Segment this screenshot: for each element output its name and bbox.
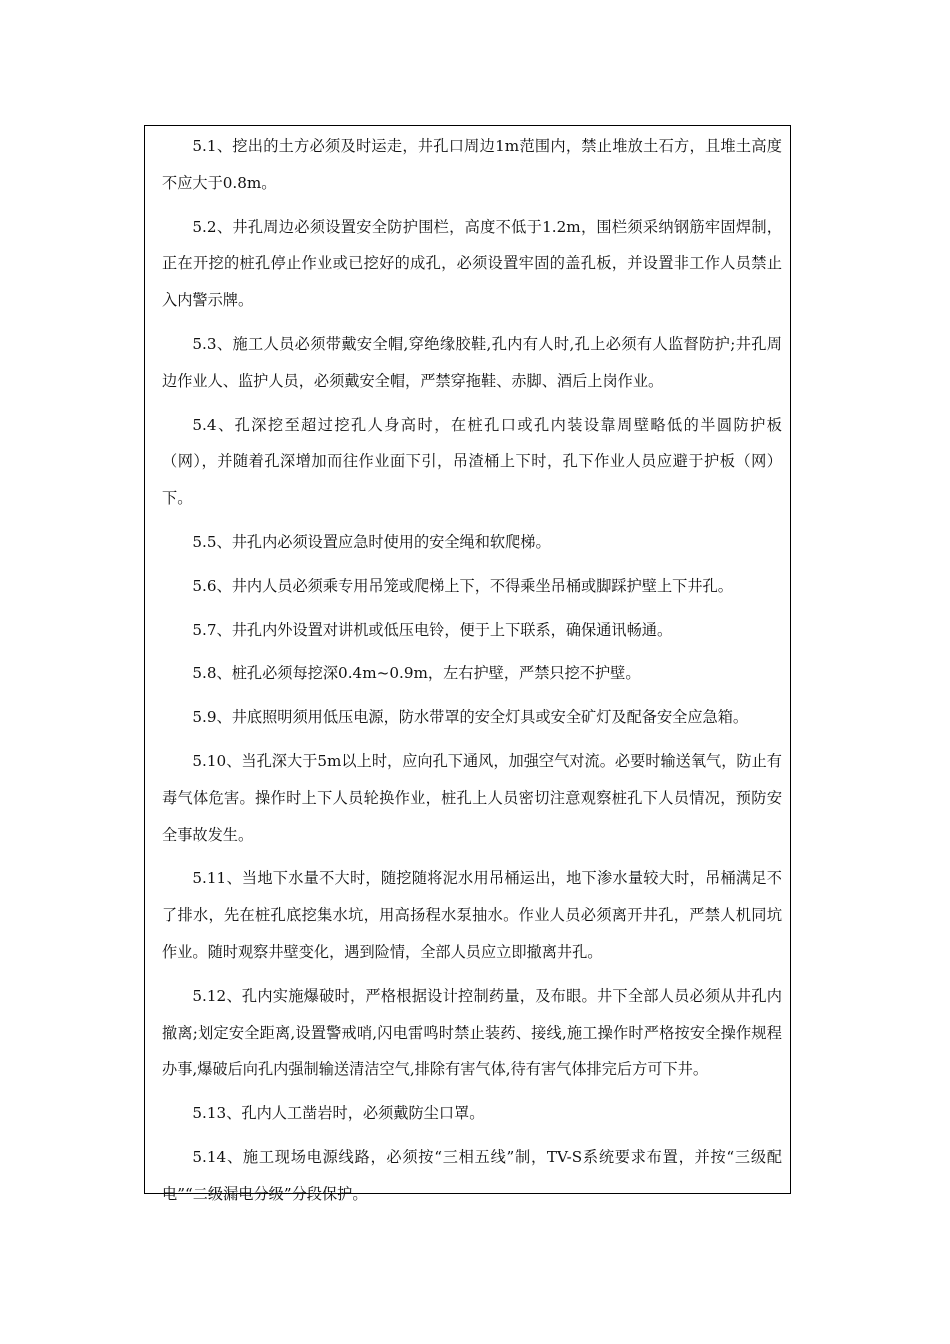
paragraph-5-11: 5.11、当地下水量不大时，随挖随将泥水用吊桶运出，地下渗水量较大时，吊桶满足不了排水，先在桩孔底挖集水坑，用高扬程水泵抽水。作业人员必须离开井孔，严禁人机同坑作业。随时观察井壁变化，遇到险情，全部人员应立即撤离井孔。	[162, 869, 782, 961]
paragraph-5-9: 5.9、井底照明须用低压电源，防水带罩的安全灯具或安全矿灯及配备安全应急箱。	[192, 708, 749, 727]
paragraph-5-6: 5.6、井内人员必须乘专用吊笼或爬梯上下，不得乘坐吊桶或脚踩护壁上下井孔。	[192, 576, 733, 595]
paragraph-5-4: 5.4、孔深挖至超过挖孔人身高时，在桩孔口或孔内装设靠周壁略低的半圆防护板（网），并随着孔深增加而往作业面下引，吊渣桶上下时，孔下作业人员应避于护板（网）下。	[162, 415, 782, 508]
paragraph-5-3: 5.3、施工人员必须带戴安全帽,穿绝缘胶鞋,孔内有人时,孔上必须有人监督防护;井孔周边作业人、监护人员，必须戴安全帽，严禁穿拖鞋、赤脚、酒后上岗作业。	[162, 334, 782, 390]
paragraph-5-1: 5.1、挖出的土方必须及时运走，井孔口周边1m范围内，禁止堆放土石方，且堆土高度不应大于0.8m。	[162, 137, 782, 192]
document-body	[162, 128, 782, 1220]
paragraph-5-14: 5.14、施工现场电源线路，必须按“三相五线”制，TV-S系统要求布置，并按“三级配电”“二级漏电分级”分段保护。	[162, 1147, 782, 1203]
paragraph-5-2: 5.2、井孔周边必须设置安全防护围栏，高度不低于1.2m，围栏须采纳钢筋牢固焊制，正在开挖的桩孔停止作业或已挖好的成孔，必须设置牢固的盖孔板，并设置非工作人员禁止入内警示牌。	[162, 217, 782, 310]
paragraph-5-5: 5.5、井孔内必须设置应急时使用的安全绳和软爬梯。	[192, 532, 551, 551]
paragraph-5-7: 5.7、井孔内外设置对讲机或低压电铃，便于上下联系，确保通讯畅通。	[192, 620, 673, 639]
paragraph-5-12: 5.12、孔内实施爆破时，严格根据设计控制药量，及布眼。井下全部人员必须从井孔内撤离;划定安全距离,设置警戒哨,闪电雷鸣时禁止装药、接线,施工操作时严格按安全操作规程办事,爆破后向孔内强制输送清洁空气,排除有害气体,待有害气体排完后方可下井。	[162, 986, 782, 1079]
paragraph-5-8: 5.8、桩孔必须每挖深0.4m~0.9m，左右护壁，严禁只挖不护壁。	[192, 664, 641, 683]
paragraph-5-10: 5.10、当孔深大于5m以上时，应向孔下通风，加强空气对流。必要时输送氧气，防止有毒气体危害。操作时上下人员轮换作业，桩孔上人员密切注意观察桩孔下人员情况，预防安全事故发生。	[162, 751, 782, 844]
paragraph-5-13: 5.13、孔内人工凿岩时，必须戴防尘口罩。	[192, 1104, 485, 1123]
document-table-cell	[144, 125, 791, 1203]
